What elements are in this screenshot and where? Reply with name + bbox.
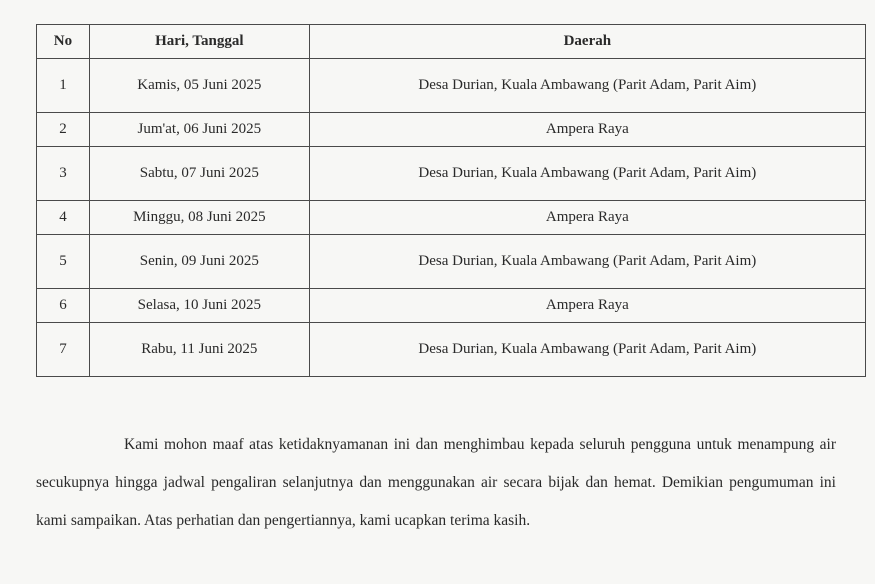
- cell-date: Rabu, 11 Juni 2025: [89, 323, 309, 377]
- cell-date: Senin, 09 Juni 2025: [89, 235, 309, 289]
- cell-area: Ampera Raya: [309, 201, 865, 235]
- header-no: No: [37, 25, 90, 59]
- cell-area: Desa Durian, Kuala Ambawang (Parit Adam, Parit Aim): [309, 323, 865, 377]
- announcement-paragraph: Kami mohon maaf atas ketidaknyamanan ini dan menghimbau kepada seluruh pengguna untuk menampung air secukupnya hingga jadwal pengaliran selanjutnya dan menggunakan air secara bijak dan hemat. Demikian pengumuman ini kami sampaikan. Atas perhatian dan pengertiannya, kami ucapkan terima kasih.: [36, 436, 836, 529]
- cell-no: 3: [37, 147, 90, 201]
- cell-area: Desa Durian, Kuala Ambawang (Parit Adam, Parit Aim): [309, 59, 865, 113]
- header-date: Hari, Tanggal: [89, 25, 309, 59]
- schedule-table: [36, 24, 866, 377]
- table-row: [37, 201, 866, 235]
- cell-area: Ampera Raya: [309, 289, 865, 323]
- cell-no: 6: [37, 289, 90, 323]
- table-row: [37, 113, 866, 147]
- table-row: [37, 235, 866, 289]
- cell-date: Selasa, 10 Juni 2025: [89, 289, 309, 323]
- cell-date: Minggu, 08 Juni 2025: [89, 201, 309, 235]
- cell-no: 7: [37, 323, 90, 377]
- table-row: [37, 147, 866, 201]
- table-row: [37, 289, 866, 323]
- cell-date: Jum'at, 06 Juni 2025: [89, 113, 309, 147]
- table-row: [37, 323, 866, 377]
- cell-no: 1: [37, 59, 90, 113]
- table-header-row: [37, 25, 866, 59]
- cell-area: Desa Durian, Kuala Ambawang (Parit Adam, Parit Aim): [309, 235, 865, 289]
- header-area: Daerah: [309, 25, 865, 59]
- cell-area: Desa Durian, Kuala Ambawang (Parit Adam, Parit Aim): [309, 147, 865, 201]
- cell-area: Ampera Raya: [309, 113, 865, 147]
- cell-no: 4: [37, 201, 90, 235]
- cell-no: 2: [37, 113, 90, 147]
- cell-no: 5: [37, 235, 90, 289]
- cell-date: Sabtu, 07 Juni 2025: [89, 147, 309, 201]
- table-row: [37, 59, 866, 113]
- cell-date: Kamis, 05 Juni 2025: [89, 59, 309, 113]
